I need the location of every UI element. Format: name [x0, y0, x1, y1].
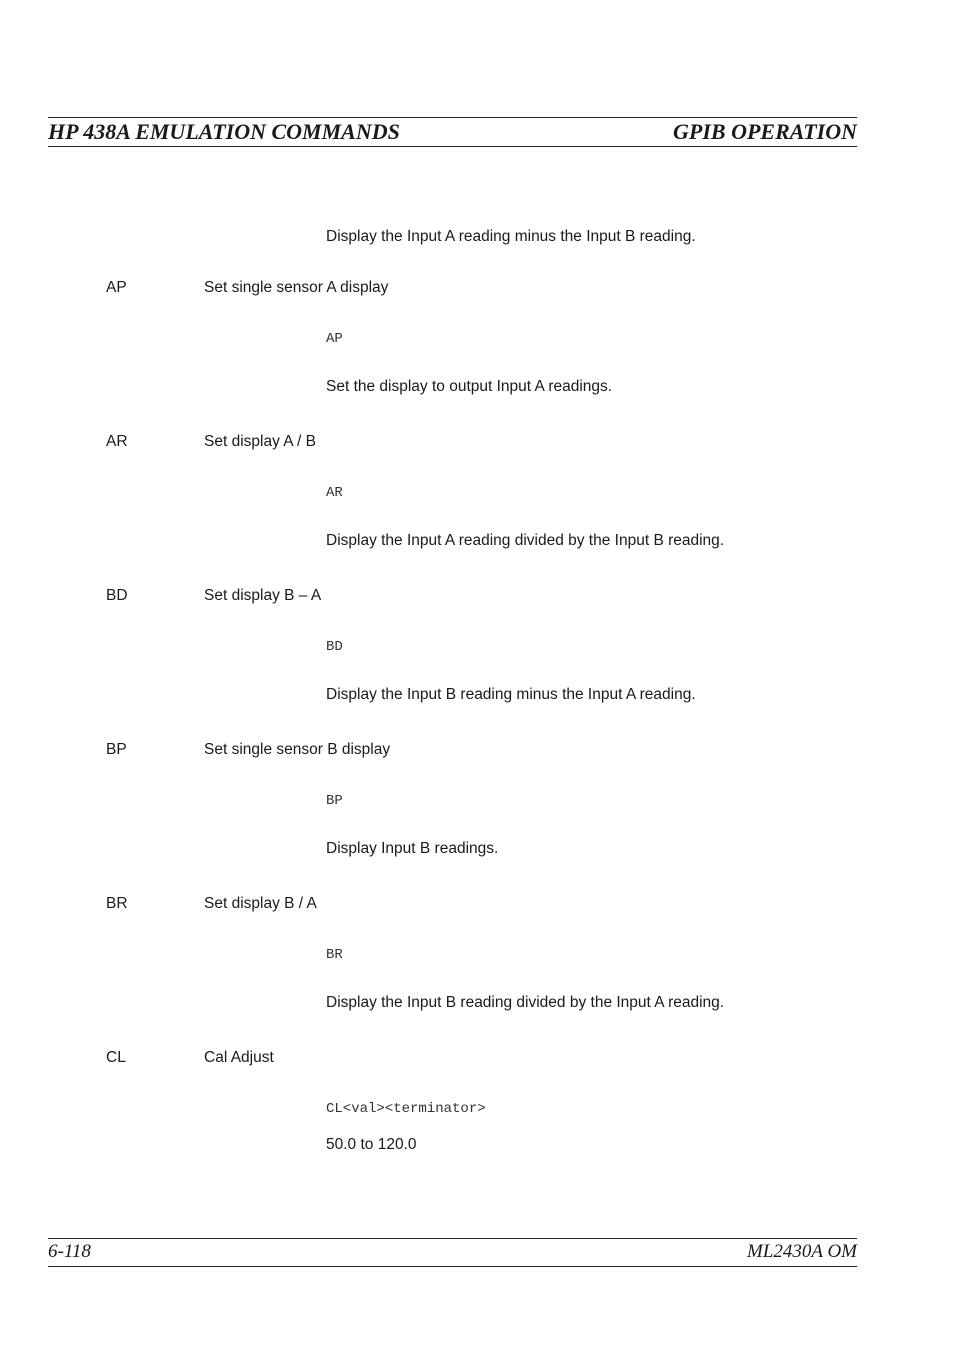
command-title: Cal Adjust — [204, 1049, 274, 1066]
section-title: HP 438A EMULATION COMMANDS — [48, 119, 400, 144]
val-range: 50.0 to 120.0 — [326, 1136, 417, 1153]
command-code: AP — [106, 279, 127, 296]
command-title: Set single sensor B display — [204, 741, 391, 758]
command-code: BR — [106, 895, 128, 912]
remarks-text: Display the Input A reading minus the Input B reading. — [326, 228, 696, 245]
command-title: Set display A / B — [204, 433, 317, 450]
syntax-text: CL<val><terminator> — [326, 1101, 486, 1117]
command-title: Set display B – A — [204, 587, 322, 604]
syntax-text: BD — [326, 639, 343, 655]
syntax-text: AR — [326, 485, 343, 501]
syntax-text: AP — [326, 331, 343, 347]
command-code: AR — [106, 433, 128, 450]
command-code: BD — [106, 587, 128, 604]
command-code: BP — [106, 741, 127, 758]
command-code: CL — [106, 1049, 126, 1066]
command-title: Set display B / A — [204, 895, 317, 912]
syntax-text: BP — [326, 793, 343, 809]
running-footer — [48, 1238, 857, 1267]
command-title: Set single sensor A display — [204, 279, 389, 296]
document-id: ML2430A OM — [747, 1241, 857, 1262]
chapter-title: GPIB OPERATION — [673, 119, 857, 144]
remarks-text: Display the Input B reading divided by the Input A reading. — [326, 994, 725, 1011]
syntax-text: BR — [326, 947, 343, 963]
page-number: 6-118 — [48, 1241, 91, 1262]
running-header — [48, 117, 857, 147]
remarks-text: Display Input B readings. — [326, 840, 499, 857]
remarks-text: Display the Input A reading divided by the Input B reading. — [326, 532, 725, 549]
remarks-text: Display the Input B reading minus the Input A reading. — [326, 686, 696, 703]
remarks-text: Set the display to output Input A readings. — [326, 378, 613, 395]
